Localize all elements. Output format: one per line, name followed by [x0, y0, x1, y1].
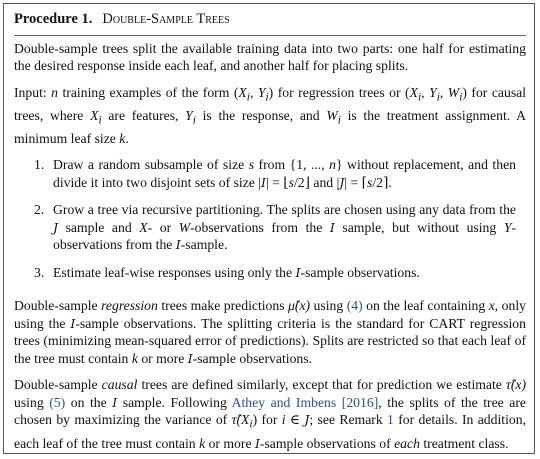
- equation-ref-5[interactable]: (5): [49, 394, 66, 410]
- step-marker: 2.: [34, 202, 45, 218]
- intro-paragraph: Double-sample trees split the available training data into two parts: one half for estimating the desired response inside each leaf, and another half for placing splits.: [14, 40, 526, 73]
- procedure-name: Double-Sample Trees: [102, 11, 230, 27]
- procedure-box: [3, 3, 535, 454]
- input-paragraph: Input: n training examples of the form ($X_i$, $Y_i$) for regression trees or ($X_i$, $Y_i$, $W_i$) for causal trees, where $X_i$ are features, $Y_i$ is the response, and $W_i$ is the treatment assignment. A minimum leaf size k.: [14, 84, 527, 146]
- list-item: 3. Estimate leaf-wise responses using only the I-sample observations.: [34, 264, 420, 280]
- equation-ref-4[interactable]: (4): [346, 298, 363, 314]
- regression-paragraph: Double-sample regression trees make predictions μ̂(x) using (4) on the leaf containing x, only using the I-sample observations. The splitting criteria is the standard for CART regression trees (minimizing mean-squared error of predictions). Splits are restricted so that each leaf of the tree must contain k or more I-sample observations.: [14, 298, 526, 366]
- list-item: 2. Grow a tree via recursive partitioning. The splits are chosen using any data from the J sample and X- or W-observations from the I sample, but without using Y-observations from the I-sample.: [34, 202, 516, 253]
- steps-list: [14, 156, 526, 281]
- citation-link[interactable]: Athey and Imbens [2016]: [231, 394, 379, 410]
- list-item: 1. Draw a random subsample of size s from {1, ..., n} without replacement, and then divide it into two disjoint sets of size |I| = ⌊s/2⌋ and |J| = ⌈s/2⌉.: [34, 157, 516, 190]
- causal-paragraph: Double-sample causal trees are defined similarly, except that for prediction we estimate τ̂(x) using (5) on the I sample. Following Athey and Imbens [2016], the splits of the tree are chosen by maximizing the variance of $\taû(X_i)$ for i ∈ J; see Remark 1 for details. In addition, each leaf of the tree must contain k or more I-sample observations of each treatment class.: [14, 377, 527, 451]
- header-rule: [14, 35, 526, 36]
- remark-link[interactable]: 1: [387, 412, 394, 428]
- procedure-header: [14, 11, 526, 29]
- procedure-label: Procedure 1.: [14, 11, 93, 27]
- step-marker: 1.: [34, 157, 45, 173]
- step-marker: 3.: [34, 264, 45, 280]
